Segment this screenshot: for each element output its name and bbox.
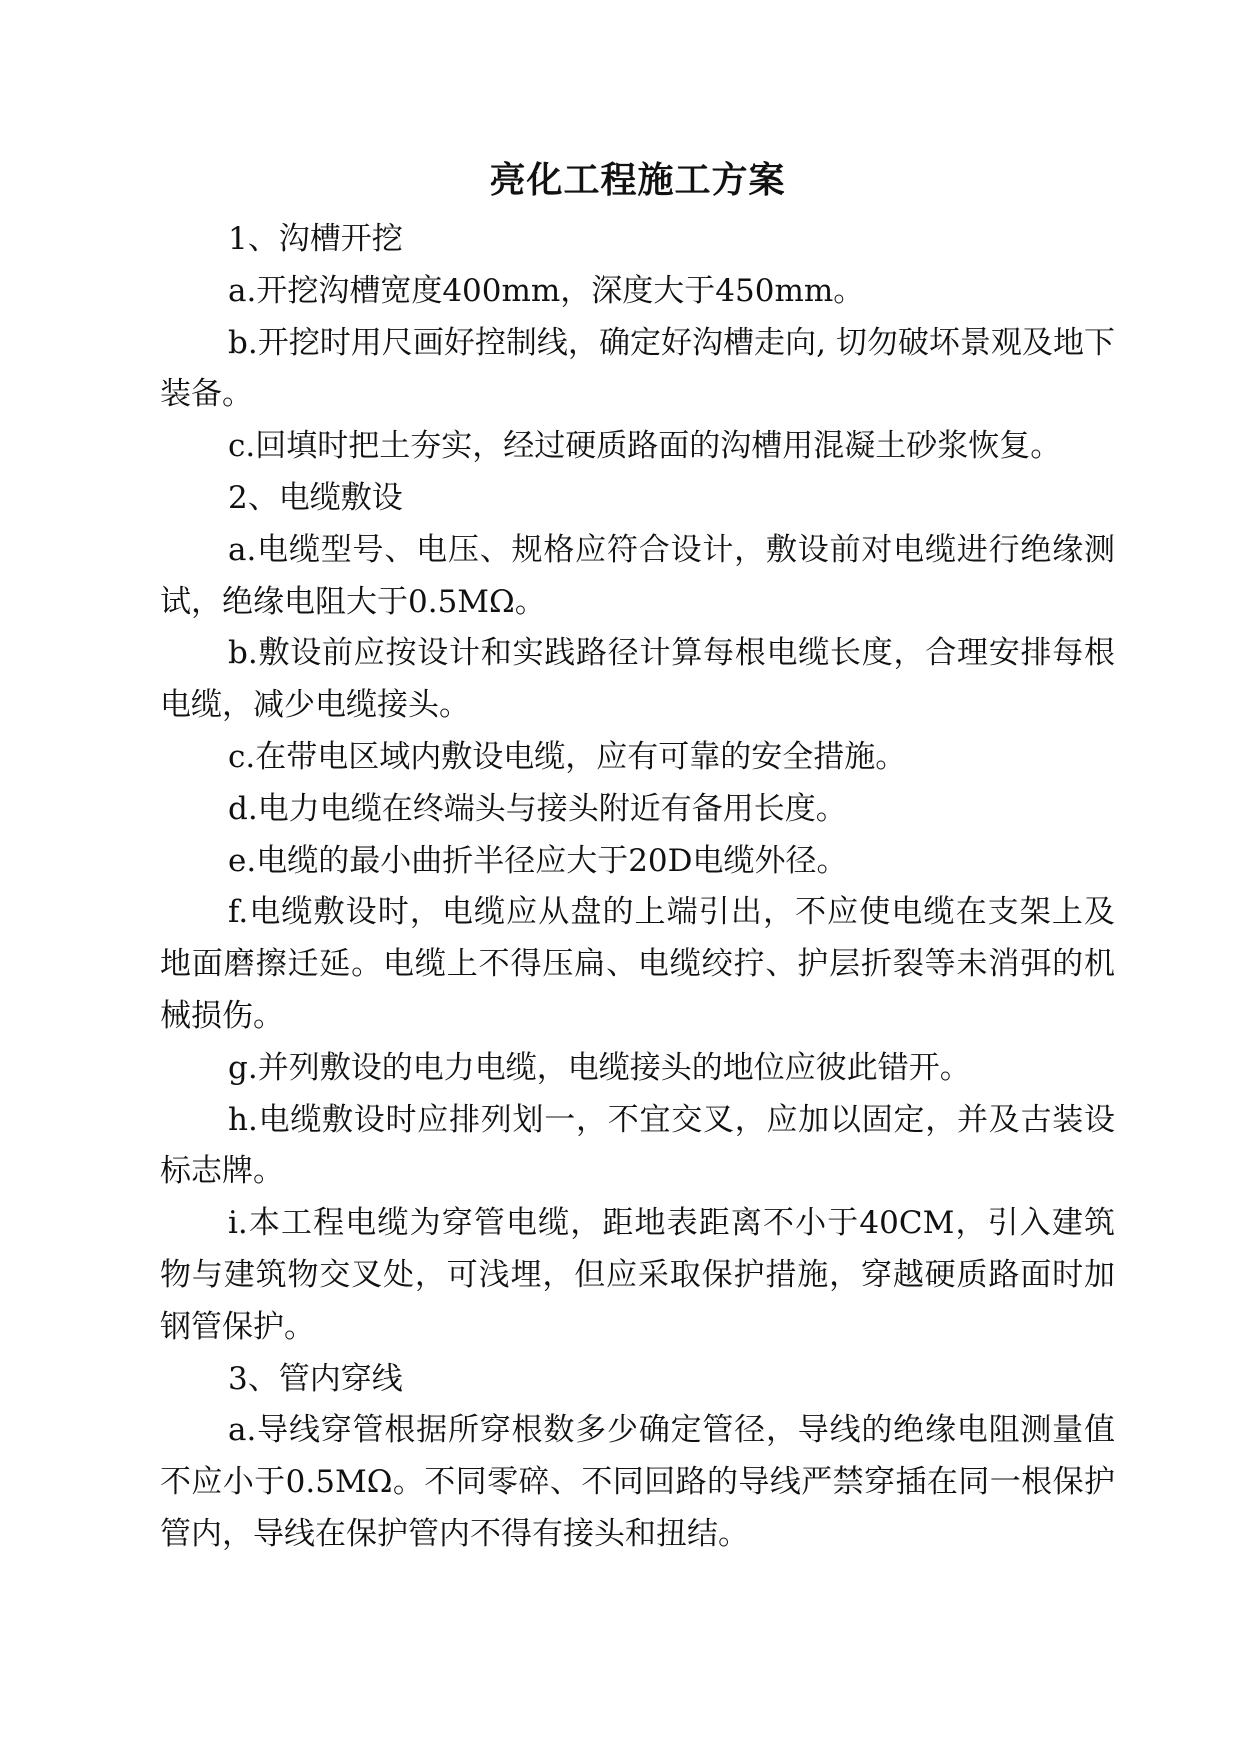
section-heading-wiring: 3、管内穿线 [228,1360,403,1397]
paragraph: c.在带电区域内敷设电缆，应有可靠的安全措施。 [228,738,907,775]
document-page [160,150,1115,1561]
section-heading-cable: 2、电缆敷设 [228,479,403,516]
paragraph: g.并列敷设的电力电缆，电缆接头的地位应彼此错开。 [228,1049,971,1086]
paragraph: b.开挖时用尺画好控制线，确定好沟槽走向, 切勿破坏景观及地下装备。 [160,324,1115,413]
paragraph: c.回填时把土夯实，经过硬质路面的沟槽用混凝土砂浆恢复。 [228,428,1062,465]
paragraph: a.导线穿管根据所穿根数多少确定管径，导线的绝缘电阻测量值不应小于0.5MΩ。不同零碎、不同回路的导线严禁穿插在同一根保护管内，导线在保护管内不得有接头和扭结。 [160,1412,1115,1552]
paragraph: a.开挖沟槽宽度400mm，深度大于450mm。 [228,272,865,309]
paragraph: d.电力电缆在终端头与接头附近有备用长度。 [228,790,847,827]
paragraph: b.敷设前应按设计和实践路径计算每根电缆长度，合理安排每根电缆，减少电缆接头。 [160,635,1115,724]
paragraph: f.电缆敷设时，电缆应从盘的上端引出，不应使电缆在支架上及地面磨擦迁延。电缆上不得压扁、电缆绞拧、护层折裂等未消弭的机械损伤。 [160,894,1115,1034]
paragraph: e.电缆的最小曲折半径应大于20D电缆外径。 [228,842,848,879]
paragraph: i.本工程电缆为穿管电缆，距地表距离不小于40CM，引入建筑物与建筑物交叉处，可浅埋，但应采取保护措施，穿越硬质路面时加钢管保护。 [160,1205,1115,1345]
paragraph: a.电缆型号、电压、规格应符合设计，敷设前对电缆进行绝缘测试，绝缘电阻大于0.5MΩ。 [160,531,1115,620]
paragraph: h.电缆敷设时应排列划一，不宜交叉，应加以固定，并及古装设标志牌。 [160,1101,1115,1190]
section-heading-trench: 1、沟槽开挖 [228,221,403,257]
document-title: 亮化工程施工方案 [489,159,786,201]
